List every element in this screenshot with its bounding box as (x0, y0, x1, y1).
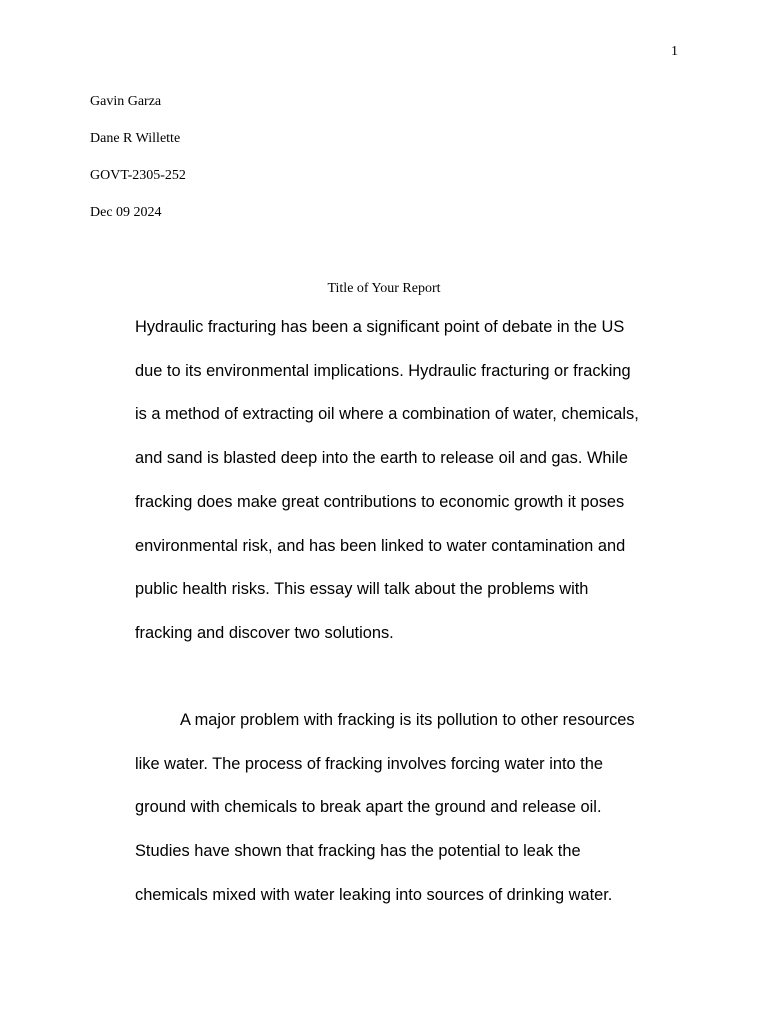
paragraph-line: ground with chemicals to break apart the ground and release oil. (135, 798, 602, 816)
paragraph-line: chemicals mixed with water leaking into sources of drinking water. (135, 886, 613, 904)
report-title: Title of Your Report (327, 281, 441, 296)
paragraph-line: like water. The process of fracking involves forcing water into the (135, 755, 603, 773)
course-code: GOVT-2305-252 (90, 168, 186, 183)
paragraph-line: is a method of extracting oil where a combination of water, chemicals, (135, 405, 639, 423)
paragraph-line: A major problem with fracking is its pollution to other resources (180, 711, 635, 729)
paragraph-line: public health risks. This essay will talk about the problems with (135, 580, 589, 598)
page-number: 1 (671, 44, 678, 59)
paragraph-line: fracking does make great contributions to economic growth it poses (135, 493, 625, 511)
student-name: Gavin Garza (90, 94, 162, 109)
paragraph-line: and sand is blasted deep into the earth to release oil and gas. While (135, 449, 628, 467)
paragraph-line: fracking and discover two solutions. (135, 624, 394, 642)
paragraph-line: Studies have shown that fracking has the potential to leak the (135, 842, 581, 860)
paragraph-line: Hydraulic fracturing has been a significant point of debate in the US (135, 318, 625, 336)
report-date: Dec 09 2024 (90, 205, 162, 220)
paragraph-line: due to its environmental implications. Hydraulic fracturing or fracking (135, 362, 631, 380)
instructor-name: Dane R Willette (90, 131, 181, 146)
paragraph-line: environmental risk, and has been linked to water contamination and (135, 537, 626, 555)
